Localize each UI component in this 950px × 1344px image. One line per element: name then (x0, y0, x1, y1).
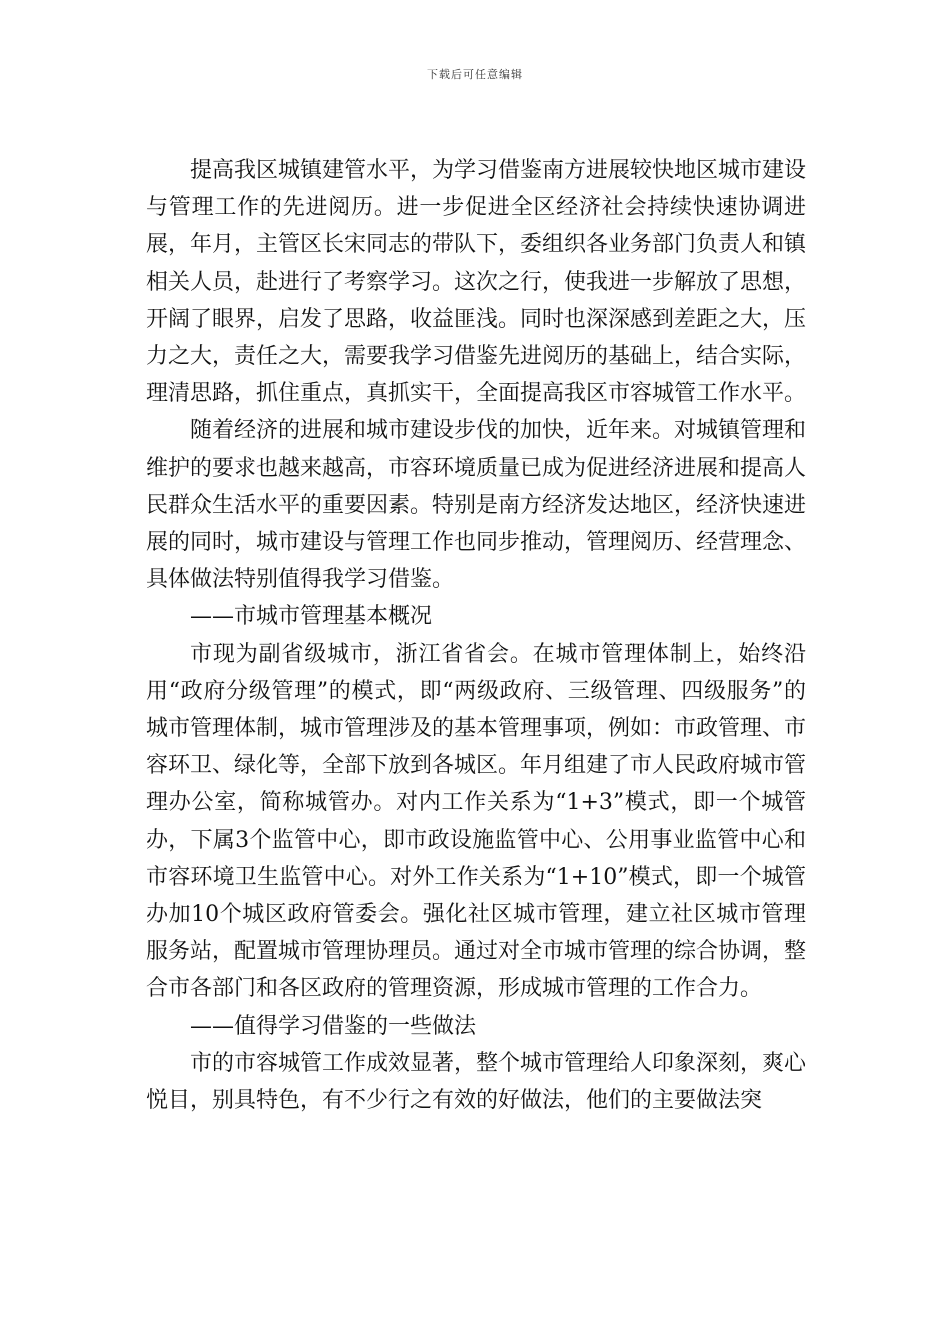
section-heading-practices: ——值得学习借鉴的一些做法 (190, 1013, 477, 1039)
paragraph-background: 随着经济的进展和城市建设步伐的加快，近年来。对城镇管理和维护的要求也越来越高，市容环境质量已成为促进经济进展和提高人民群众生活水平的重要因素。特别是南方经济发达地区，经济快速进展的同时，城市建设与管理工作也同步推动，管理阅历、经营理念、具体做法特别值得我学习借鉴。 (146, 418, 807, 593)
paragraph-practices: 市的市容城管工作成效显著，整个城市管理给人印象深刻，爽心悦目，别具特色，有不少行之有效的好做法，他们的主要做法突 (146, 1050, 807, 1114)
document-body (146, 152, 806, 1119)
paragraph-intro: 提高我区城镇建管水平，为学习借鉴南方进展较快地区城市建设与管理工作的先进阅历。进一步促进全区经济社会持续快速协调进展，年月，主管区长宋同志的带队下，委组织各业务部门负责人和镇相关人员，赴进行了考察学习。这次之行，使我进一步解放了思想，开阔了眼界，启发了思路，收益匪浅。同时也深深感到差距之大，压力之大，责任之大，需要我学习借鉴先进阅历的基础上，结合实际，理清思路，抓住重点，真抓实干，全面提高我区市容城管工作水平。 (146, 158, 807, 407)
page-header-note: 下载后可任意编辑 (427, 68, 523, 81)
section-heading-overview: ——市城市管理基本概况 (190, 604, 433, 630)
paragraph-overview: 市现为副省级城市，浙江省省会。在城市管理体制上，始终沿用“政府分级管理”的模式，即“两级政府、三级管理、四级服务”的城市管理体制，城市管理涉及的基本管理事项，例如：市政管理、市容环卫、绿化等，全部下放到各城区。年月组建了市人民政府城市管理办公室，简称城管办。对内工作关系为“1+3”模式，即一个城管办，下属3个监管中心，即市政设施监管中心、公用事业监管中心和市容环境卫生监管中心。对外工作关系为“1+10”模式，即一个城管办加10个城区政府管委会。强化社区城市管理，建立社区城市管理服务站，配置城市管理协理员。通过对全市城市管理的综合协调，整合市各部门和各区政府的管理资源，形成城市管理的工作合力。 (146, 641, 807, 1002)
